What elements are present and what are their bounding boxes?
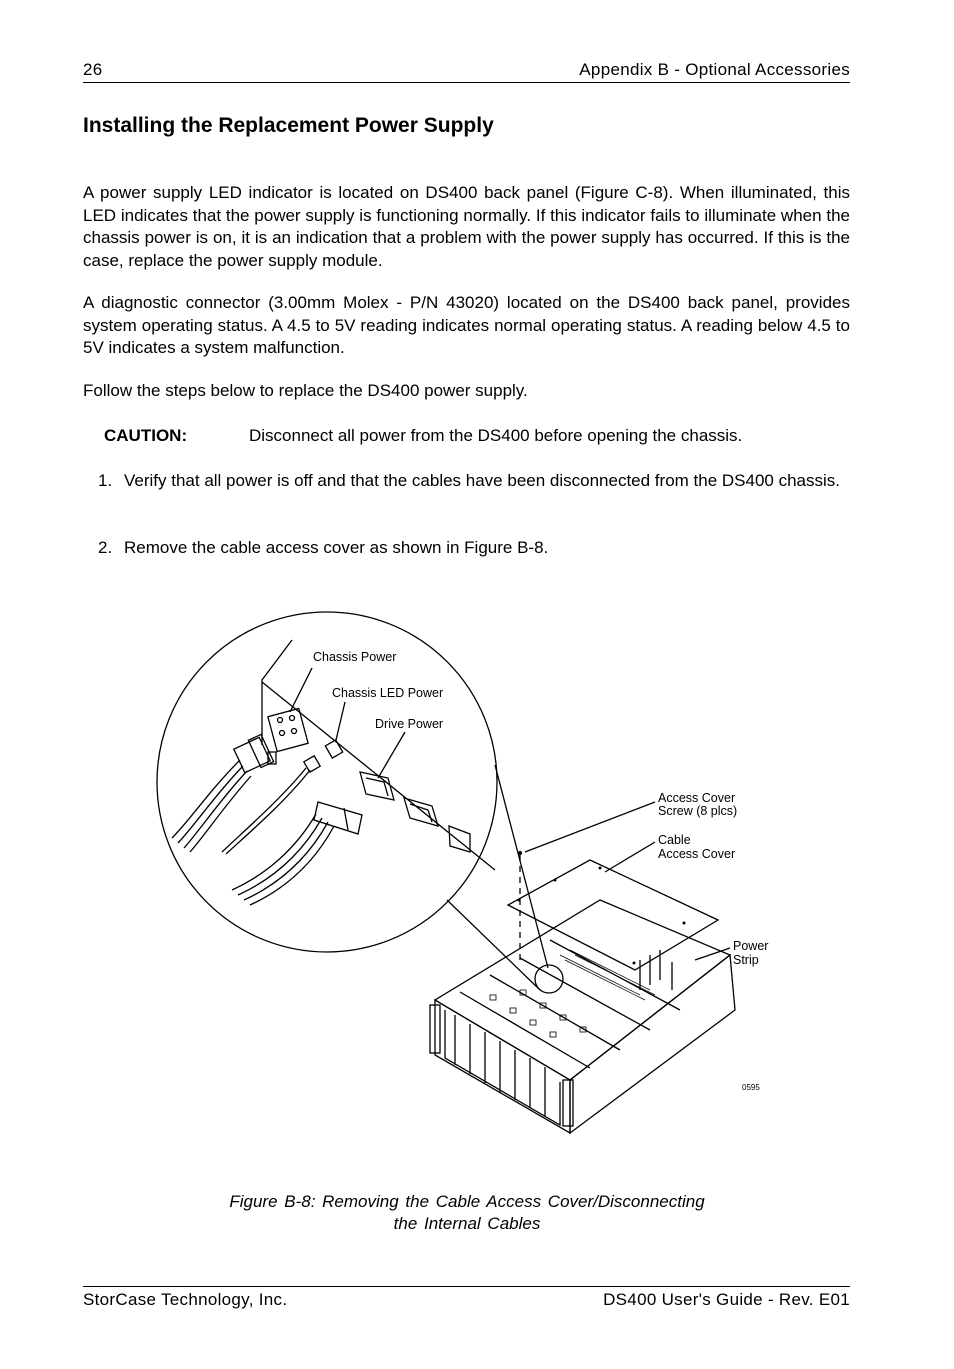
caption-line-1: Figure B-8: Removing the Cable Access Cover/Disconnecting [229, 1192, 705, 1211]
label-power-strip-2: Strip [733, 953, 759, 967]
label-cable-access-cover: Cable [658, 833, 691, 847]
step-number: 1. [98, 471, 113, 490]
step-number: 2. [98, 538, 113, 557]
label-drive-power: Drive Power [375, 717, 444, 731]
caption-line-2: the Internal Cables [393, 1214, 541, 1233]
footer-rule [83, 1286, 850, 1287]
label-chassis-led-power: Chassis LED Power [332, 686, 444, 700]
footer-guide-title: DS400 User's Guide - Rev. E01 [603, 1290, 850, 1309]
step-text: Verify that all power is off and that the cables have been disconnected from the DS400 chassis. [124, 471, 841, 490]
label-power-strip: Power [733, 939, 769, 953]
section-header: Appendix B - Optional Accessories [579, 60, 850, 79]
label-access-cover-screw-2: Screw (8 plcs) [658, 804, 738, 818]
label-cable-access-cover-2: Access Cover [658, 847, 736, 861]
paragraph-diagnostic-connector: A diagnostic connector (3.00mm Molex - P/N 43020) located on the DS400 back panel, provides system operating status. A 4.5 to 5V reading indicates normal operating status. A reading below 4.5 to 5V indicates a system malfunction. [83, 293, 850, 357]
label-chassis-power: Chassis Power [313, 650, 397, 664]
page-title: Installing the Replacement Power Supply [83, 114, 494, 137]
caution-text: Disconnect all power from the DS400 before opening the chassis. [249, 426, 743, 445]
figure-code: 0595 [742, 1083, 760, 1092]
label-access-cover-screw: Access Cover [658, 791, 736, 805]
caution-label: CAUTION: [104, 426, 188, 445]
step-text: Remove the cable access cover as shown in Figure B-8. [124, 538, 549, 557]
footer-company: StorCase Technology, Inc. [83, 1290, 288, 1309]
figure-caption [150, 1191, 784, 1235]
paragraph-follow-steps: Follow the steps below to replace the DS400 power supply. [83, 381, 528, 400]
page-number: 26 [83, 60, 103, 79]
paragraph-led-indicator: A power supply LED indicator is located on DS400 back panel (Figure C-8). When illuminated, this LED indicates that the power supply is functioning normally. If this indicator fails to illuminate when the chassis power is on, it is an indication that a problem with the power supply has occurred. If this is the case, replace the power supply module. [83, 183, 850, 270]
